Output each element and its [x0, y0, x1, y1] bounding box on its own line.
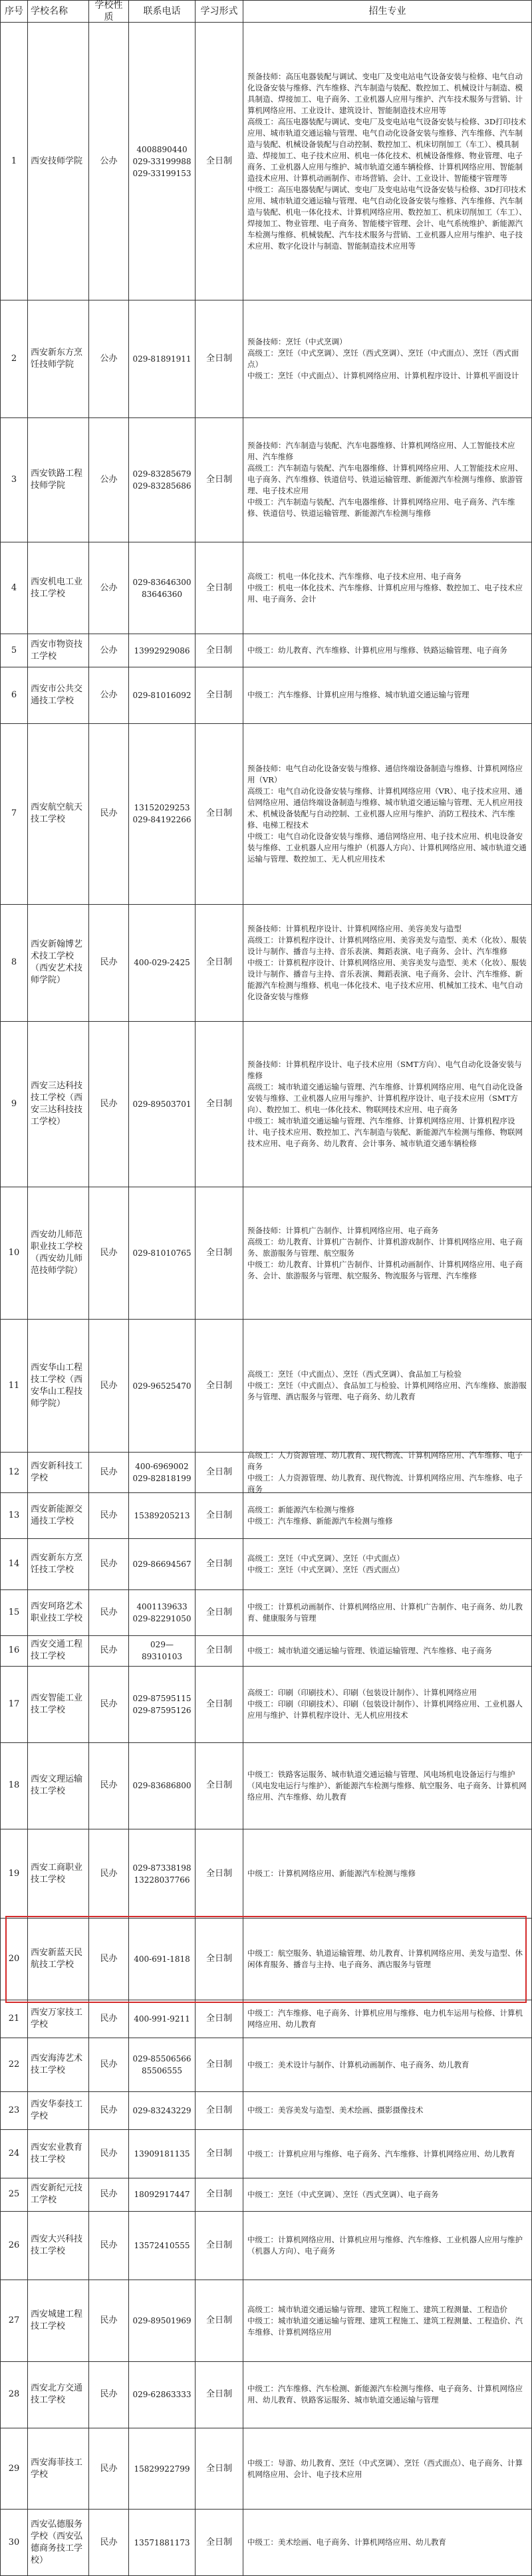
contact-phone-cell: 400-991-9211: [129, 2000, 196, 2038]
school-name-cell: 西安新东方烹饪技工学校: [28, 1539, 89, 1589]
majors-cell: 中级工：烹饪（中式烹调）、烹饪（西式烹调）、电子商务: [243, 2178, 532, 2211]
table-row: [0, 2510, 532, 2576]
school-name-cell: 西安大兴科技技工学校: [28, 2212, 89, 2280]
school-nature-cell: 公办: [89, 418, 129, 542]
school-nature-cell: 民办: [89, 2362, 129, 2428]
contact-phone-cell: 029-87338198 13228037766: [129, 1829, 196, 1918]
index-cell: 25: [0, 2178, 28, 2211]
study-form-cell: 全日制: [196, 2428, 243, 2510]
majors-cell: 预备技师：计算机程序设计、电子技术应用（SMT方向）、电气自动化设备安装与维修 高级工：城市轨道交通运输与管理、汽车维修、计算机网络应用、电气自动化设备安装与维修、工业机器人应用与维护、计算机程序设计、电子技术应用（SMT方向）、数控加工、机电一体化技术、物联网技术应用、电子商务 中级工：城市轨道交通运输与管理、汽车维修、计算机网络应用、计算机程序设计、电子技术应用、数控加工、汽车制造与装配、新能源汽车检测与维修、物联网技术应用、电子商务、幼儿教育、会计事务、城市轨道交通车辆检修: [243, 1022, 532, 1187]
school-nature-cell: 民办: [89, 2212, 129, 2280]
study-form-cell: 全日制: [196, 1539, 243, 1589]
study-form-cell: 全日制: [196, 1590, 243, 1635]
index-cell: 4: [0, 542, 28, 634]
study-form-cell: 全日制: [196, 905, 243, 1021]
contact-phone-cell: 400-029-2425: [129, 905, 196, 1021]
school-name-cell: 西安城建工程技工学校: [28, 2280, 89, 2361]
school-name-cell: 西安新翰博艺术技工学校（西安艺术技师学院）: [28, 905, 89, 1021]
contact-phone-cell: 13992929086: [129, 634, 196, 667]
majors-cell: 预备技师：高压电器装配与调试、变电厂及变电站电气设备安装与检修、电气自动化设备安装与维修、汽车维修、汽车制造与装配、数控加工、机械设计与制造、模具制造、焊接加工、电子商务、工业机器人应用与维护、汽车技术服务与营销、计算机网络应用、工业设计、建筑设计、智能制造技术应用等 高级工：高压电器装配与调试、变电厂及变电站电气设备安装与检修、3D打印技术应用、城市轨道交通运输与管理、电气自动化设备安装与维修、汽车维修、汽车制造与装配、机械设备装配与自动控制、数控加工、机床切削加工（车工）、模具制造、焊接加工、电子技术应用、机电一体化技术、机械设备维修、物业管理、电子商务、工业机器人应用与维护、城市轨道交通车辆检修、计算机网络应用、智能制造技术应用、计算机动画制作、市场营销、会计、工业设计、智能楼宇管理等 中级工：高压电器装配与调试、变电厂及变电站电气设备安装与检修、3D打印技术应用、城市轨道交通运输与管理、电气自动化设备安装与维修、汽车维修、汽车制造与装配、机电一体化技术、计算机网络应用、数控加工、机床切削加工（车工）、焊接加工、物业管理、电子商务、智能楼宇管理、会计、电气系统维护、新能源汽车检测与维修、机械装配、汽车技术服务与营销、工业机器人应用与维护、电子技术应用、数字化设计与制造、智能制造技术应用等: [243, 23, 532, 300]
school-name-cell: 西安新纪元技工学校: [28, 2178, 89, 2211]
index-cell: 9: [0, 1022, 28, 1187]
school-name-cell: 西安北方交通技工学校: [28, 2362, 89, 2428]
school-nature-cell: 民办: [89, 1320, 129, 1451]
table-row: [0, 542, 532, 634]
contact-phone-cell: 029-96525470: [129, 1320, 196, 1451]
table-row: [0, 634, 532, 667]
table-row: [0, 2038, 532, 2091]
majors-cell: 中级工：计算机网络应用、计算机应用与维修、汽车维修、工业机器人应用与维护（机器人方向）、电子商务: [243, 2212, 532, 2280]
school-name-cell: 西安市公共交通技工学校: [28, 667, 89, 723]
school-nature-cell: 民办: [89, 1022, 129, 1187]
study-form-cell: 全日制: [196, 418, 243, 542]
table-row: [0, 724, 532, 905]
majors-cell: 中级工：航空服务、轨道运输管理、幼儿教育、计算机网络应用、美发与造型、休闲体育服务、播音与主持、电子商务、酒店服务与管理: [243, 1919, 532, 2000]
table-row: [0, 23, 532, 300]
table-row: [0, 1919, 532, 2000]
study-form-cell: 全日制: [196, 2000, 243, 2038]
index-cell: 28: [0, 2362, 28, 2428]
school-name-cell: 西安幼儿师范职业技工学校（西安幼儿师范技师学院）: [28, 1187, 89, 1319]
index-cell: 15: [0, 1590, 28, 1635]
contact-phone-cell: 15389205213: [129, 1493, 196, 1538]
table-row: [0, 1636, 532, 1667]
contact-phone-cell: 029-83243229: [129, 2092, 196, 2129]
school-nature-cell: 民办: [89, 2178, 129, 2211]
school-name-cell: 西安工商职业技工学校: [28, 1829, 89, 1918]
index-cell: 20: [0, 1919, 28, 2000]
majors-cell: 预备技师：汽车制造与装配、汽车电器维修、计算机网络应用、人工智能技术应用、汽车维修 高级工：汽车制造与装配、汽车电器维修、计算机网络应用、人工智能技术应用、电子商务、汽车维修、铁道信号、铁道运输管理、新能源汽车检测与维修、旅游管理、电子技术应用 中级工：汽车制造与装配、汽车电器维修、计算机网络应用、电子商务、汽车维修、铁道信号、铁道运输管理、新能源汽车检测与维修: [243, 418, 532, 542]
school-nature-cell: 民办: [89, 1636, 129, 1666]
study-form-cell: 全日制: [196, 667, 243, 723]
contact-phone-cell: 13152029253 029-84192266: [129, 724, 196, 904]
index-cell: 16: [0, 1636, 28, 1666]
study-form-cell: 全日制: [196, 1187, 243, 1319]
index-cell: 21: [0, 2000, 28, 2038]
contact-phone-cell: 029-62863333: [129, 2362, 196, 2428]
table-row: [0, 1450, 532, 1494]
school-name-cell: 西安珂珞艺术职业技工学校: [28, 1590, 89, 1635]
contact-phone-cell: 13571881173: [129, 2510, 196, 2575]
school-name-cell: 西安市物资技工学校: [28, 634, 89, 667]
majors-cell: 中级工：美术绘画、电子商务、计算机网络应用、幼儿教育: [243, 2510, 532, 2575]
school-name-cell: 西安智能工业技工学校: [28, 1667, 89, 1742]
school-nature-cell: 民办: [89, 1453, 129, 1492]
index-cell: 6: [0, 667, 28, 723]
study-form-cell: 全日制: [196, 2212, 243, 2280]
table-row: [0, 1590, 532, 1636]
study-form-cell: 全日制: [196, 2130, 243, 2178]
majors-cell: 中级工：幼儿教育、汽车维修、计算机应用与维修、铁路运输管理、电子商务: [243, 634, 532, 667]
table-row: [0, 2092, 532, 2130]
majors-cell: 中级工：美术设计与制作、计算机动画制作、电子商务、幼儿教育: [243, 2038, 532, 2091]
index-cell: 22: [0, 2038, 28, 2091]
majors-cell: 高级工：机电一体化技术、汽车维修、电子技术应用、电子商务 中级工：机电一体化技术、汽车维修、计算机应用与维修、数控加工、电子技术应用、电子商务、会计: [243, 542, 532, 634]
contact-phone-cell: 13572410555: [129, 2212, 196, 2280]
contact-phone-cell: 4001139633 029-82291050: [129, 1590, 196, 1635]
table-row: [0, 300, 532, 417]
table-row: [0, 2178, 532, 2212]
school-nature-cell: 公办: [89, 300, 129, 417]
study-form-cell: 全日制: [196, 2280, 243, 2361]
contact-phone-cell: 029-89503701: [129, 1022, 196, 1187]
header-study-form: 学习形式: [196, 1, 243, 22]
index-cell: 12: [0, 1453, 28, 1492]
school-name-cell: 西安铁路工程技师学院: [28, 418, 89, 542]
table-row: [0, 667, 532, 723]
school-nature-cell: 民办: [89, 724, 129, 904]
study-form-cell: 全日制: [196, 1829, 243, 1918]
table-row: [0, 905, 532, 1022]
index-cell: 14: [0, 1539, 28, 1589]
contact-phone-cell: 029-83686800: [129, 1743, 196, 1829]
school-name-cell: 西安海涛艺术技工学校: [28, 2038, 89, 2091]
header-school-name: 学校名称: [28, 1, 89, 22]
index-cell: 29: [0, 2428, 28, 2510]
majors-cell: 中级工：计算机动画制作、计算机网络应用、计算机广告制作、电子商务、幼儿教育、健康服务与管理: [243, 1590, 532, 1635]
index-cell: 11: [0, 1320, 28, 1451]
table-row: [0, 1187, 532, 1320]
table-row: [0, 2428, 532, 2510]
school-name-cell: 西安机电工业技工学校: [28, 542, 89, 634]
school-nature-cell: 民办: [89, 1919, 129, 2000]
majors-cell: 中级工：汽车维修、电子商务、计算机应用与维修、电力机车运用与检修、计算机网络应用、幼儿教育: [243, 2000, 532, 2038]
index-cell: 10: [0, 1187, 28, 1319]
study-form-cell: 全日制: [196, 23, 243, 300]
study-form-cell: 全日制: [196, 2178, 243, 2211]
index-cell: 26: [0, 2212, 28, 2280]
school-nature-cell: 公办: [89, 542, 129, 634]
study-form-cell: 全日制: [196, 542, 243, 634]
majors-cell: 中级工：导游、幼儿教育、烹饪（中式烹调）、烹饪（西式面点）、电子商务、计算机网络应用、会计、电子技术应用: [243, 2428, 532, 2510]
school-nature-cell: 民办: [89, 2000, 129, 2038]
school-name-cell: 西安三达科技技工学校（西安三达科技技工学校）: [28, 1022, 89, 1187]
table-row: [0, 1829, 532, 1919]
study-form-cell: 全日制: [196, 634, 243, 667]
study-form-cell: 全日制: [196, 1493, 243, 1538]
school-nature-cell: 民办: [89, 2510, 129, 2575]
table-row: [0, 418, 532, 543]
header-index: 序号: [0, 1, 28, 22]
index-cell: 2: [0, 300, 28, 417]
school-nature-cell: 民办: [89, 2130, 129, 2178]
header-school-nature: 学校性质: [89, 1, 129, 22]
majors-cell: 中级工：汽车维修、汽车检测、新能源汽车检测与维修、电子商务、计算机网络应用、幼儿教育、铁路客运服务、城市轨道交通运输与管理: [243, 2362, 532, 2428]
contact-phone-cell: 400-6969002 029-82818199: [129, 1453, 196, 1492]
study-form-cell: 全日制: [196, 1453, 243, 1492]
study-form-cell: 全日制: [196, 1667, 243, 1742]
contact-phone-cell: 15829922799: [129, 2428, 196, 2510]
index-cell: 3: [0, 418, 28, 542]
majors-cell: 中级工：铁路客运服务、城市轨道交通运输与管理、风电场机电设备运行与维护（风电发电运行与维护）、新能源汽车检测与维修、航空服务、电子商务、计算机网络应用、汽车维修、幼儿教育: [243, 1743, 532, 1829]
majors-cell: 中级工：计算机应用与维修、电子商务、汽车维修、计算机网络应用、幼儿教育: [243, 2130, 532, 2178]
school-name-cell: 西安新东方烹饪技师学院: [28, 300, 89, 417]
school-nature-cell: 民办: [89, 1667, 129, 1742]
table-row: [0, 1743, 532, 1829]
school-name-cell: 西安航空航天技工学校: [28, 724, 89, 904]
study-form-cell: 全日制: [196, 1743, 243, 1829]
index-cell: 13: [0, 1493, 28, 1538]
index-cell: 8: [0, 905, 28, 1021]
contact-phone-cell: 029-81016092: [129, 667, 196, 723]
majors-cell: 高级工：新能源汽车检测与维修 中级工：汽车维修、新能源汽车检测与维修: [243, 1493, 532, 1538]
contact-phone-cell: 4008890440 029-33199988 029-33199153: [129, 23, 196, 300]
majors-cell: 预备技师：电气自动化设备安装与维修、通信终端设备制造与维修、计算机网络应用（VR） 高级工：电气自动化设备安装与维修、计算机网络应用（VR）、电子技术应用、通信网络应用、通信终端设备制造与维修、城市轨道交通运输与管理、无人机应用技术、机械设备装配与自动控制、工业机器人应用与维护、消防工程技术、汽车维修、电梯工程技术 中级工：电气自动化设备安装与维修、通信网络应用、电子技术应用、机电设备安装与维修、工业机器人应用与维护（机器人方向）、计算机网络应用、城市轨道交通运输与管理、数控加工、无人机应用技术: [243, 724, 532, 904]
school-nature-cell: 公办: [89, 23, 129, 300]
table-header-row: [0, 0, 532, 23]
majors-cell: 高级工：印刷（印刷技术）、印刷（包装设计制作）、计算机网络应用 中级工：印刷（印刷技术）、印刷（包装设计制作）、计算机网络应用、工业机器人应用与维护、计算机程序设计、无人机应用技术: [243, 1667, 532, 1742]
study-form-cell: 全日制: [196, 1919, 243, 2000]
school-name-cell: 西安技师学院: [28, 23, 89, 300]
header-contact-phone: 联系电话: [129, 1, 196, 22]
contact-phone-cell: 400-691-1818: [129, 1919, 196, 2000]
school-nature-cell: 民办: [89, 1493, 129, 1538]
majors-cell: 高级工：烹饪（中式面点）、烹饪（西式烹调）、食品加工与检验 中级工：烹饪（中式面点）、食品加工与检验、计算机网络应用、汽车维修、旅游服务与管理、酒店服务与管理、电子商务、幼儿教育: [243, 1320, 532, 1451]
index-cell: 19: [0, 1829, 28, 1918]
majors-cell: 预备技师：计算机广告制作、计算机网络应用、电子商务 高级工：幼儿教育、计算机广告制作、计算机游戏制作、计算机网络应用、电子商务、旅游服务与管理、航空服务 中级工：幼儿教育、计算机广告制作、计算机动画制作、计算机网络应用、电子商务、会计、旅游服务与管理、航空服务、物流服务与管理、汽车维修: [243, 1187, 532, 1319]
contact-phone-cell: 029-81010765: [129, 1187, 196, 1319]
index-cell: 1: [0, 23, 28, 300]
majors-cell: 高级工：人力资源管理、幼儿教育、现代物流、计算机网络应用、汽车维修、电子商务 中级工：人力资源管理、幼儿教育、现代物流、计算机网络应用、汽车维修、电子商务: [243, 1453, 532, 1492]
index-cell: 27: [0, 2280, 28, 2361]
majors-cell: 中级工：城市轨道交通运输与管理、铁道运输管理、汽车维修、电子商务: [243, 1636, 532, 1666]
school-nature-cell: 民办: [89, 1187, 129, 1319]
school-nature-cell: 民办: [89, 1829, 129, 1918]
school-name-cell: 西安宏业教育技工学校: [28, 2130, 89, 2178]
majors-cell: 预备技师：烹饪（中式烹调） 高级工：烹饪（中式烹调）、烹饪（西式烹调）、烹饪（中式面点）、烹饪（西式面点） 中级工：烹饪（中式面点）、计算机网络应用、计算机程序设计、计算机平面设计: [243, 300, 532, 417]
majors-cell: 中级工：美容美发与造型、美术绘画、摄影摄像技术: [243, 2092, 532, 2129]
contact-phone-cell: 029-81891911: [129, 300, 196, 417]
table-row: [0, 2362, 532, 2428]
school-name-cell: 西安华山工程技工学校（西安华山工程技师学院）: [28, 1320, 89, 1451]
index-cell: 24: [0, 2130, 28, 2178]
school-name-cell: 西安交通工程技工学校: [28, 1636, 89, 1666]
table-row: [0, 1493, 532, 1539]
school-nature-cell: 民办: [89, 2280, 129, 2361]
index-cell: 30: [0, 2510, 28, 2575]
school-nature-cell: 民办: [89, 2038, 129, 2091]
school-name-cell: 西安万家技工学校: [28, 2000, 89, 2038]
majors-cell: 中级工：汽车维修、计算机应用与维修、城市轨道交通运输与管理: [243, 667, 532, 723]
majors-cell: 预备技师：计算机程序设计、计算机网络应用、美容美发与造型 高级工：计算机程序设计、计算机网络应用、美容美发与造型、美术（化妆）、服装设计与制作、播音与主持、音乐表演、舞蹈表演、电子商务、会计、汽车维修 中级工：计算机程序设计、计算机网络应用、美容美发与造型、美术（化妆）、服装设计与制作、播音与主持、音乐表演、舞蹈表演、电子商务、会计、汽车维修、新能源汽车检测与维修、机电一体化技术、电子技术应用、机械加工技术、电气自动化设备安装与维修: [243, 905, 532, 1021]
majors-cell: 中级工：计算机网络应用、新能源汽车检测与维修: [243, 1829, 532, 1918]
study-form-cell: 全日制: [196, 2510, 243, 2575]
school-nature-cell: 公办: [89, 634, 129, 667]
contact-phone-cell: 029-89501969: [129, 2280, 196, 2361]
contact-phone-cell: 029-85506566 85506555: [129, 2038, 196, 2091]
school-nature-cell: 民办: [89, 2428, 129, 2510]
index-cell: 5: [0, 634, 28, 667]
school-name-cell: 西安文理运输技工学校: [28, 1743, 89, 1829]
school-nature-cell: 民办: [89, 1590, 129, 1635]
table-row: [0, 2280, 532, 2362]
table-row: [0, 1667, 532, 1743]
study-form-cell: 全日制: [196, 1022, 243, 1187]
table-row: [0, 1320, 532, 1452]
table-row: [0, 1022, 532, 1187]
contact-phone-cell: 18092917447: [129, 2178, 196, 2211]
study-form-cell: 全日制: [196, 2038, 243, 2091]
header-majors: 招生专业: [243, 1, 532, 22]
table-row: [0, 2212, 532, 2280]
contact-phone-cell: 029-87595115 029-87595126: [129, 1667, 196, 1742]
school-nature-cell: 民办: [89, 905, 129, 1021]
contact-phone-cell: 13909181135: [129, 2130, 196, 2178]
study-form-cell: 全日制: [196, 2092, 243, 2129]
index-cell: 18: [0, 1743, 28, 1829]
school-name-cell: 西安新蓝天民航技工学校: [28, 1919, 89, 2000]
school-name-cell: 西安新能源交通技工学校: [28, 1493, 89, 1538]
index-cell: 7: [0, 724, 28, 904]
majors-cell: 高级工：烹饪（中式烹调）、烹饪（中式面点） 中级工：烹饪（中式烹调）、烹饪（西式面点）: [243, 1539, 532, 1589]
school-name-cell: 西安弘德服务学校（西安弘德商务技工学校）: [28, 2510, 89, 2575]
index-cell: 17: [0, 1667, 28, 1742]
school-nature-cell: 民办: [89, 2092, 129, 2129]
table-row: [0, 1539, 532, 1590]
school-name-cell: 西安海菲技工学校: [28, 2428, 89, 2510]
table-row: [0, 2130, 532, 2178]
majors-cell: 高级工：城市轨道交通运输与管理、建筑工程施工、建筑工程测量、工程造价 中级工：城市轨道交通运输与管理、建筑工程施工、建筑工程测量、工程造价、汽车维修、计算机网络应用: [243, 2280, 532, 2361]
school-name-cell: 西安华泰技工学校: [28, 2092, 89, 2129]
contact-phone-cell: 029—89310103: [129, 1636, 196, 1666]
study-form-cell: 全日制: [196, 300, 243, 417]
table-row: [0, 2000, 532, 2038]
study-form-cell: 全日制: [196, 1636, 243, 1666]
study-form-cell: 全日制: [196, 1320, 243, 1451]
school-nature-cell: 民办: [89, 1539, 129, 1589]
index-cell: 23: [0, 2092, 28, 2129]
contact-phone-cell: 029-83646300 83646360: [129, 542, 196, 634]
school-nature-cell: 公办: [89, 667, 129, 723]
contact-phone-cell: 029-86694567: [129, 1539, 196, 1589]
contact-phone-cell: 029-83285679 029-83285686: [129, 418, 196, 542]
study-form-cell: 全日制: [196, 724, 243, 904]
school-name-cell: 西安新科技工学校: [28, 1453, 89, 1492]
study-form-cell: 全日制: [196, 2362, 243, 2428]
school-nature-cell: 民办: [89, 1743, 129, 1829]
